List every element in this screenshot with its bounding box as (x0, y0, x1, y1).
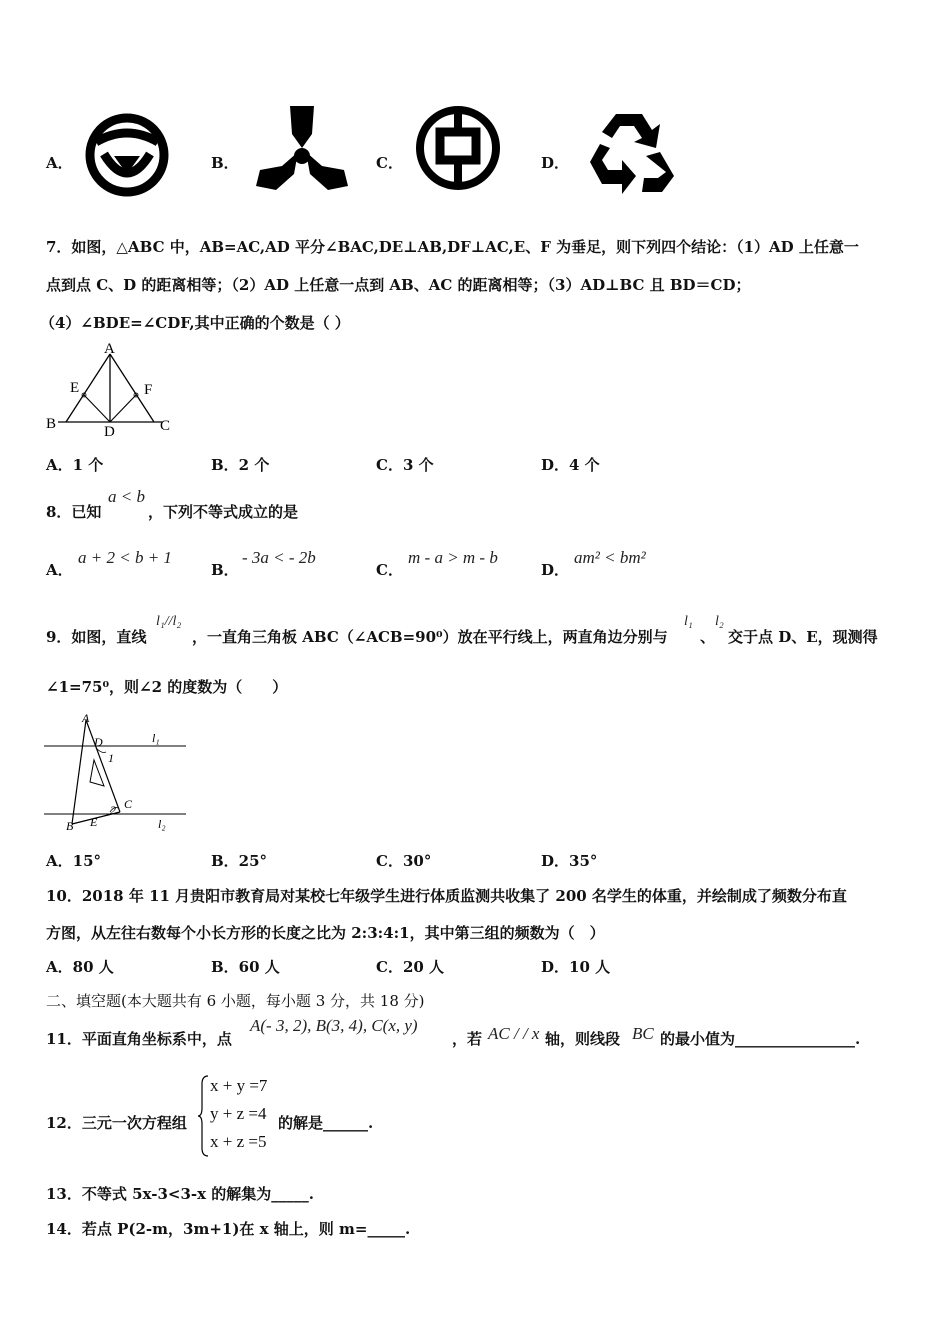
q9-label-d: D (94, 735, 103, 749)
q9-label-2: 2 (110, 803, 116, 817)
q9-option-c: C．30° (376, 852, 432, 870)
q8-option-b-label: B． (211, 561, 239, 579)
recycle-icon (586, 108, 678, 196)
q11-segment: BC (632, 1024, 654, 1043)
q7-text-line2: 点到点 C、D 的距离相等；（2）AD 上任意一点到 AB、AC 的距离相等；（3）AD⊥BC 且 BD＝CD； (46, 276, 751, 294)
q7-label-d: D (104, 424, 115, 440)
q8-option-c-label: C． (376, 561, 403, 579)
q7-option-c: C．3 个 (376, 456, 434, 474)
q9-parallel-lines: l₁//l₂ (156, 614, 182, 629)
q6-option-b-label: B． (211, 154, 239, 172)
q12-eq2: y + z =4 (210, 1104, 267, 1123)
q8-option-a-formula: a + 2 < b + 1 (78, 548, 172, 567)
q9-l2: l₂ (715, 614, 724, 629)
q7-option-b: B．2 个 (211, 456, 270, 474)
q7-option-d: D．4 个 (541, 456, 600, 474)
q6-option-c-label: C． (376, 154, 403, 172)
q8-option-b-formula: - 3a < - 2b (242, 548, 316, 567)
q8-suffix: ，下列不等式成立的是 (148, 503, 299, 521)
q12-suffix: 的解是______. (278, 1114, 374, 1132)
q11-mid: ，若 (452, 1030, 483, 1048)
q12-prefix: 12．三元一次方程组 (46, 1114, 187, 1132)
q10-text-line1: 10．2018 年 11 月贵阳市教育局对某校七年级学生进行体质监测共收集了 200 名学生的体重，并绘制成了频数分布直 (46, 887, 847, 905)
q8-option-c-formula: m - a > m - b (408, 548, 498, 567)
q7-option-a: A．1 个 (46, 456, 104, 474)
q9-l1: l₁ (684, 614, 693, 629)
q9-option-d: D．35° (541, 852, 598, 870)
q9-label-1: 1 (108, 751, 114, 765)
q13-text: 13．不等式 5x-3<3-x 的解集为_____. (46, 1185, 314, 1203)
round-logo-icon (84, 112, 170, 198)
q8-prefix: 8．已知 (46, 503, 102, 521)
bank-coin-logo-icon (414, 104, 502, 192)
q9-option-a: A．15° (46, 852, 102, 870)
q9-label-l1: l₁ (152, 731, 160, 745)
q9-label-c: C (124, 797, 133, 811)
q7-label-b: B (46, 416, 57, 432)
q12-eq3: x + z =5 (210, 1132, 267, 1151)
q10-text-line2: 方图，从左往右数每个小长方形的长度之比为 2:3:4:1，其中第三组的频数为（ ） (46, 924, 605, 942)
q6-option-a-label: A． (46, 154, 73, 172)
q9-label-l2: l₂ (158, 817, 166, 831)
q9-sep: 、 (700, 628, 716, 646)
q8-option-d-formula: am² < bm² (574, 548, 646, 567)
q9-label-b: B (66, 819, 74, 833)
q7-label-c: C (160, 418, 171, 434)
q9-parallel-figure (44, 712, 194, 836)
q11-prefix: 11．平面直角坐标系中，点 (46, 1030, 232, 1048)
q7-text-line3: （4）∠BDE=∠CDF,其中正确的个数是（ ） (40, 314, 350, 332)
q11-condition: AC / / x (488, 1024, 540, 1043)
q9-text-part2: ，一直角三角板 ABC（∠ACB=90⁰）放在平行线上，两直角边分别与 (192, 628, 668, 646)
q12-brace (198, 1074, 210, 1158)
q14-text: 14．若点 P(2-m，3m+1)在 x 轴上，则 m=_____. (46, 1220, 411, 1238)
q8-option-a-label: A． (46, 561, 73, 579)
q7-triangle-figure (44, 340, 184, 440)
q11-mid2: 轴，则线段 (545, 1030, 621, 1048)
section2-title: 二、填空题(本大题共有 6 小题，每小题 3 分，共 18 分) (46, 992, 425, 1010)
q10-option-c: C．20 人 (376, 958, 445, 976)
q7-label-f: F (144, 382, 153, 398)
q6-option-d-label: D． (541, 154, 570, 172)
q10-option-a: A．80 人 (46, 958, 114, 976)
q9-text-line2: ∠1=75⁰，则∠2 的度数为（ ） (46, 678, 288, 696)
q10-option-d: D．10 人 (541, 958, 611, 976)
q8-option-d-label: D． (541, 561, 570, 579)
q11-suffix: 的最小值为________________. (660, 1030, 861, 1048)
q11-points: A(- 3, 2), B(3, 4), C(x, y) (250, 1016, 418, 1035)
q7-label-e: E (70, 380, 80, 396)
q8-condition: a < b (108, 487, 145, 506)
three-arm-logo-icon (254, 104, 350, 192)
q9-label-e: E (90, 815, 98, 829)
q7-label-a: A (104, 341, 115, 357)
q9-text-part1: 9．如图，直线 (46, 628, 147, 646)
q10-option-b: B．60 人 (211, 958, 280, 976)
q9-text-part3: 交于点 D、E，现测得 (728, 628, 878, 646)
q7-text-line1: 7．如图，△ABC 中，AB=AC,AD 平分∠BAC,DE⊥AB,DF⊥AC,E、F 为垂足，则下列四个结论：（1）AD 上任意一 (46, 238, 859, 256)
q12-eq1: x + y =7 (210, 1076, 268, 1095)
q9-option-b: B．25° (211, 852, 268, 870)
q9-label-a: A (82, 712, 90, 725)
